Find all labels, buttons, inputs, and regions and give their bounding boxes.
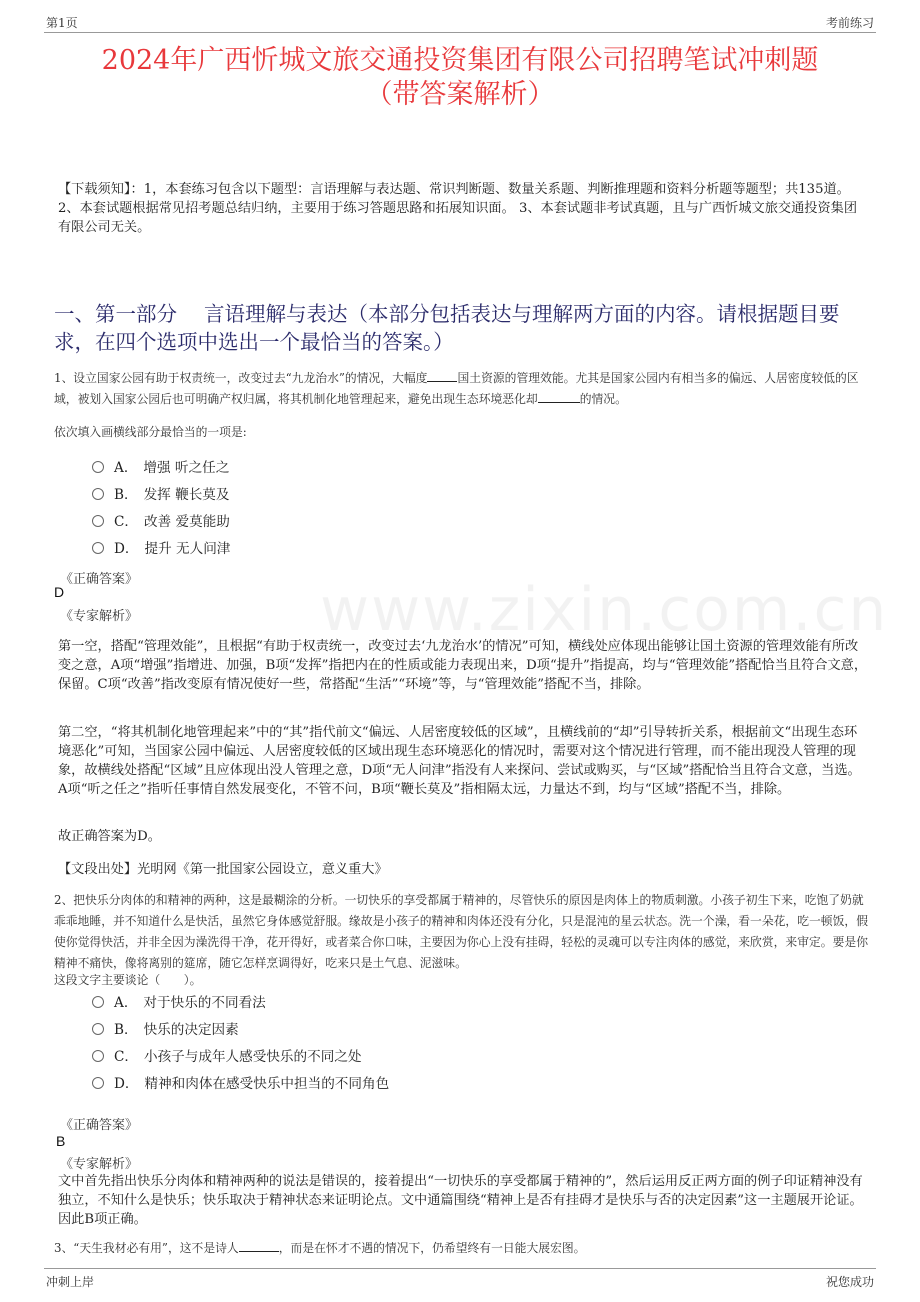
section-heading: 一、第一部分 言语理解与表达（本部分包括表达与理解两方面的内容。请根据题目要求，在四个选项中选出一个最恰当的答案。） [54, 302, 840, 354]
source-citation: 【文段出处】光明网《第一批国家公园设立，意义重大》 [58, 862, 388, 877]
radio-icon[interactable] [92, 1023, 104, 1035]
option-d[interactable]: D． 精神和肉体在感受快乐中担当的不同角色 [92, 1068, 389, 1095]
correct-answer: B [56, 1133, 66, 1149]
question-2-stem: 2、把快乐分肉体的和精神的两种，这是最糊涂的分析。一切快乐的享受都属于精神的，尽管快乐的原因是肉体上的物质刺激。小孩子初生下来，吃饱了奶就乖乖地睡，并不知道什么是快活，虽然它身体感觉舒服。缘故是小孩子的精神和肉体还没有分化，只是混沌的星云状态。洗一个澡，看一朵花，吃一顿饭，假使你觉得快活，并非全因为澡洗得干净，花开得好，或者菜合你口味，主要因为你心上没有挂碍，轻松的灵魂可以专注肉体的感觉，来欣赏，来审定。要是你精神不痛快，像将离别的筵席，随它怎样烹调得好，吃来只是土气息、泥滋味。 [54, 893, 868, 970]
radio-icon[interactable] [92, 461, 104, 473]
question-1-prompt: 依次填入画横线部分最恰当的一项是: [54, 425, 247, 439]
footer-right-text: 祝您成功 [825, 1275, 874, 1289]
question-1-stem: 1、设立国家公园有助于权责统一，改变过去“九龙治水”的情况，大幅度 国土资源的管理效能。尤其是国家公园内有相当多的偏远、人居密度较低的区域，被划入国家公园后也可明确产权归属，将其机制化地管理起来，避免出现生态环境恶化却 的情况。 [54, 371, 859, 406]
option-b[interactable]: B． 快乐的决定因素 [92, 1014, 389, 1041]
question-2-options [92, 987, 389, 1095]
title-line-2: （带答案解析） [365, 79, 555, 110]
option-a[interactable]: A． 对于快乐的不同看法 [92, 987, 389, 1014]
radio-icon[interactable] [92, 542, 104, 554]
question-3-stem: 3、“天生我材必有用”，这不是诗人 ，而是在怀才不遇的情况下，仍希望终有一日能大展宏图。 [54, 1241, 586, 1255]
blank-2 [538, 402, 580, 403]
option-c[interactable]: C． 改善 爱莫能助 [92, 506, 230, 533]
page-footer [44, 1268, 876, 1289]
correct-answer-label: 《正确答案》 [60, 1118, 139, 1133]
page-header [44, 10, 876, 33]
radio-icon[interactable] [92, 515, 104, 527]
correct-answer: D [54, 584, 65, 600]
radio-icon[interactable] [92, 1077, 104, 1089]
document-title [40, 44, 880, 112]
header-tag: 考前练习 [825, 16, 874, 30]
page-number: 第1页 [46, 16, 78, 30]
blank-1 [427, 381, 457, 382]
blank-1 [239, 1251, 279, 1252]
option-a[interactable]: A． 增强 听之任之 [92, 452, 230, 479]
radio-icon[interactable] [92, 488, 104, 500]
download-notice: 【下载须知】：1，本套练习包含以下题型：言语理解与表达题、常识判断题、数量关系题、判断推理题和资料分析题等题型；共135道。 2、本套试题根据常见招考题总结归纳，主要用于练习答题思路和拓展知识面。 3、本套试题非考试真题，且与广西忻城文旅交通投资集团有限公司无关。 [58, 182, 858, 235]
analysis-conclusion: 故正确答案为D。 [58, 829, 161, 844]
expert-analysis-label: 《专家解析》 [60, 609, 139, 624]
watermark: www.zixin.com.cn [320, 575, 889, 645]
option-c[interactable]: C． 小孩子与成年人感受快乐的不同之处 [92, 1041, 389, 1068]
footer-left-text: 冲刺上岸 [46, 1275, 95, 1289]
title-line-1: 2024年广西忻城文旅交通投资集团有限公司招聘笔试冲刺题 [101, 45, 819, 76]
radio-icon[interactable] [92, 1050, 104, 1062]
analysis-paragraph: 文中首先指出快乐分肉体和精神两种的说法是错误的，接着提出“一切快乐的享受都属于精神的”，然后运用反正两方面的例子印证精神没有独立，不知什么是快乐；快乐取决于精神状态来证明论点。文中通篇围绕“精神上是否有挂碍才是快乐与否的决定因素”这一主题展开论证。因此B项正确。 [58, 1174, 863, 1227]
question-1-options [92, 452, 230, 560]
analysis-paragraph-1: 第一空，搭配“管理效能”，且根据“有助于权责统一，改变过去‘九龙治水’的情况”可知，横线处应体现出能够让国土资源的管理效能有所改变之意，A项“增强”指增进、加强，B项“发挥”指把内在的性质或能力表现出来，D项“提升”指提高，均与“管理效能”搭配恰当且符合文意，保留。C项“改善”指改变原有情况使好一些，常搭配“生活”“环境”等，与“管理效能”搭配不当，排除。 [58, 639, 868, 692]
correct-answer-label: 《正确答案》 [60, 572, 139, 587]
analysis-paragraph-2: 第二空，“将其机制化地管理起来”中的“其”指代前文“偏远、人居密度较低的区域”，且横线前的“却”引导转折关系，根据前文“出现生态环境恶化”可知，当国家公园中偏远、人居密度较低的区域出现生态环境恶化的情况时，需要对这个情况进行管理，而不能出现没人管理的现象，故横线处搭配“区域”且应体现出没人管理之意，D项“无人问津”指没有人来探问、尝试或购买，与“区域”搭配恰当且符合文意，当选。A项“听之任之”指听任事情自然发展变化，不管不问，B项“鞭长莫及”指相隔太远，力量达不到，均与“区域”搭配不当，排除。 [58, 725, 861, 797]
question-2-prompt: 这段文字主要谈论（ ）。 [54, 973, 202, 987]
radio-icon[interactable] [92, 996, 104, 1008]
option-d[interactable]: D． 提升 无人问津 [92, 533, 230, 560]
expert-analysis-label: 《专家解析》 [60, 1157, 139, 1172]
option-b[interactable]: B． 发挥 鞭长莫及 [92, 479, 230, 506]
